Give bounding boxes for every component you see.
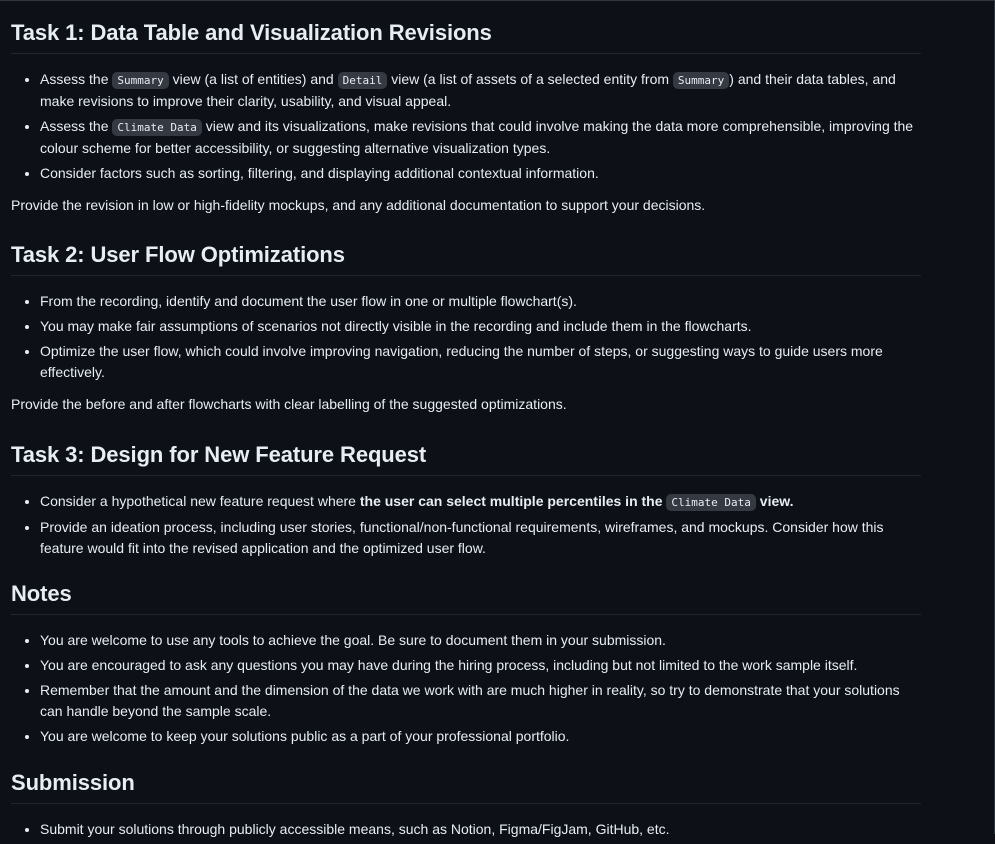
heading-task-1: Task 1: Data Table and Visualization Revisions	[11, 19, 921, 54]
list-item: • Remember that the amount and the dimension of the data we work with are much higher in reality, so try to demonstrate that your solutions can handle beyond the sample scale.	[40, 680, 921, 722]
heading-task-2: Task 2: User Flow Optimizations	[11, 241, 921, 276]
task-1-list	[11, 69, 921, 184]
list-item: • You are encouraged to ask any questions you may have during the hiring process, including but not limited to the work sample itself.	[40, 655, 921, 676]
list-item: • You are welcome to keep your solutions public as a part of your professional portfolio.	[40, 726, 921, 747]
inline-code-summary: Summary	[112, 72, 168, 89]
heading-task-3: Task 3: Design for New Feature Request	[11, 441, 921, 476]
list-item: • Provide an ideation process, including user stories, functional/non-functional requirements, wireframes, and mockups. Consider how this feature would fit into the revised application and the optimized user flow.	[40, 517, 921, 559]
list-item: • From the recording, identify and document the user flow in one or multiple flowchart(s).	[40, 291, 921, 312]
list-item: • Consider factors such as sorting, filtering, and displaying additional contextual information.	[40, 163, 921, 184]
list-item: • Optimize the user flow, which could involve improving navigation, reducing the number of steps, or suggesting ways to guide users more effectively.	[40, 341, 921, 383]
inline-code-detail: Detail	[338, 72, 388, 89]
notes-list	[11, 630, 921, 747]
list-item: • You may make fair assumptions of scenarios not directly visible in the recording and include them in the flowcharts.	[40, 316, 921, 337]
task-2-list	[11, 291, 921, 383]
section-task-3	[11, 441, 921, 563]
inline-code-summary: Summary	[673, 72, 729, 89]
inline-code-climate-data: Climate Data	[112, 119, 201, 136]
task-3-list	[11, 491, 921, 559]
list-item: • Submit your solutions through publicly accessible means, such as Notion, Figma/FigJam, GitHub, etc.	[40, 819, 921, 840]
task-1-paragraph: Provide the revision in low or high-fidelity mockups, and any additional documentation to support your decisions.	[11, 197, 706, 213]
task-2-paragraph: Provide the before and after flowcharts with clear labelling of the suggested optimizations.	[11, 396, 567, 412]
section-task-2	[11, 241, 921, 415]
heading-submission: Submission	[11, 769, 921, 804]
submission-list	[11, 819, 921, 840]
list-item: • You are welcome to use any tools to achieve the goal. Be sure to document them in your submission.	[40, 630, 921, 651]
list-item: • Assess the Summary view (a list of entities) and Detail view (a list of assets of a selected entity from Summary ) and their data tables, and make revisions to improve their clarity, usability, and visual appeal.	[40, 69, 921, 112]
section-notes	[11, 580, 921, 751]
section-task-1	[11, 19, 921, 216]
list-item: • Consider a hypothetical new feature request where the user can select multiple percentiles in the Climate Data view.	[40, 491, 921, 513]
heading-notes: Notes	[11, 580, 921, 615]
inline-code-climate-data: Climate Data	[666, 494, 755, 511]
section-submission	[11, 769, 921, 844]
list-item: • Assess the Climate Data view and its visualizations, make revisions that could involve making the data more comprehensible, improving the colour scheme for better accessibility, or suggesting alternative visualization types.	[40, 116, 921, 159]
